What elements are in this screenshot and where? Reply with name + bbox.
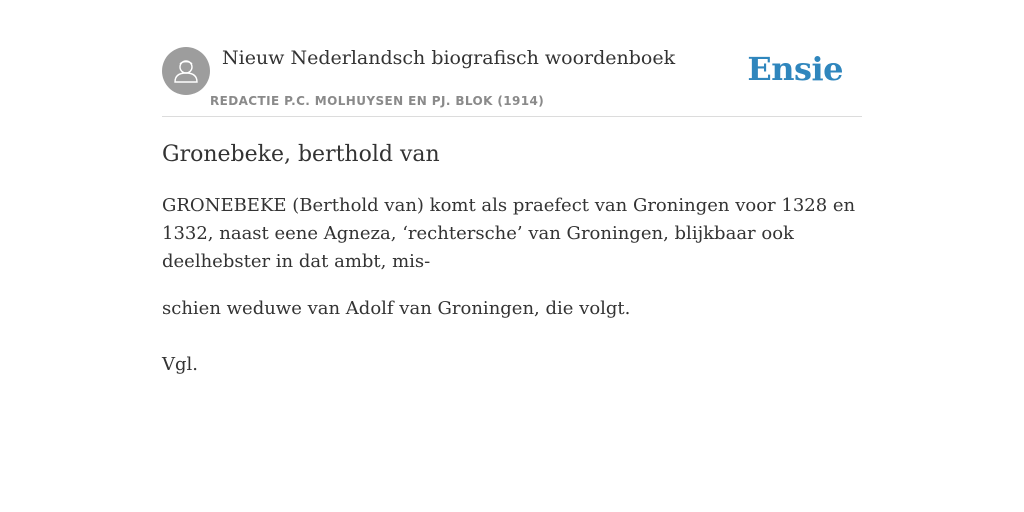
- article-paragraph: GRONEBEKE (Berthold van) komt als praefect van Groningen voor 1328 en 1332, naast eene Agneza, ‘rechtersche’ van Groningen, blijkbaar ook deelhebster in dat ambt, mis-: [162, 195, 856, 272]
- ensie-logo[interactable]: Ensie: [747, 50, 843, 88]
- user-avatar-icon: [162, 47, 210, 95]
- source-header: [162, 40, 862, 117]
- source-title[interactable]: Nieuw Nederlandsch biografisch woordenboek: [222, 47, 676, 69]
- article-title: Gronebeke, berthold van: [162, 142, 440, 167]
- source-editors: REDACTIE P.C. MOLHUYSEN EN PJ. BLOK (1914): [210, 94, 545, 108]
- article-paragraph: Vgl.: [162, 354, 198, 375]
- article-paragraph: schien weduwe van Adolf van Groningen, die volgt.: [162, 298, 631, 319]
